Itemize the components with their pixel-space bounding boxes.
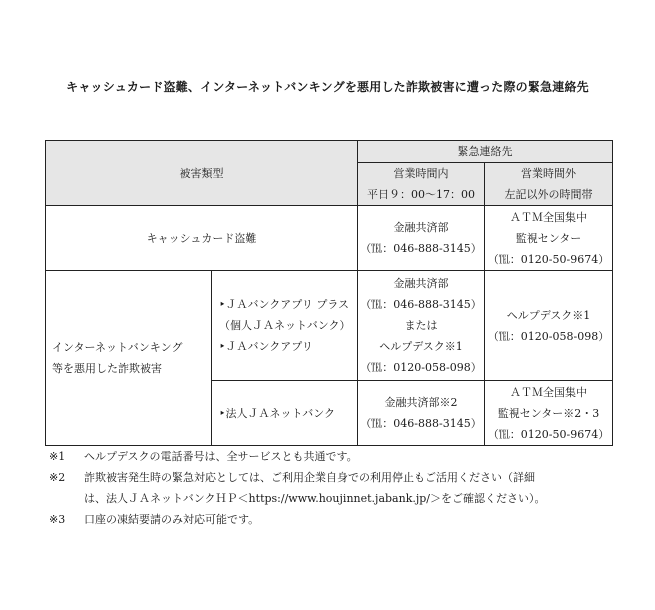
- contact-name: 監視センター※2・3: [497, 406, 600, 420]
- business-hours-title: 営業時間内: [393, 167, 449, 180]
- after-hours-title: 営業時間外: [521, 167, 576, 180]
- contact-name: 金融共済部: [393, 277, 449, 290]
- contact-name: ＡＴＭ全国集中: [510, 385, 587, 399]
- damage-type-card-theft: キャッシュカード盗難: [46, 206, 358, 271]
- damage-type-internet-banking: [46, 271, 212, 446]
- contact-name: 監視センター: [515, 231, 582, 245]
- contact-phone: （℡：046-888-3145）: [360, 298, 482, 311]
- damage-type-line: インターネットバンキング: [52, 341, 183, 354]
- header-damage-type: 被害類型: [46, 141, 358, 206]
- footnote-text: ヘルプデスクの電話番号は、全サービスとも共通です。: [84, 450, 358, 463]
- header-emergency-contact: 緊急連絡先: [358, 141, 613, 163]
- contact-or: または: [404, 319, 438, 332]
- contact-phone: （℡：0120-058-098）: [360, 361, 482, 374]
- footnote-mark: ※3: [49, 513, 66, 526]
- product-name: ‣ＪＡバンクアプリ: [219, 340, 313, 353]
- table-row: [46, 206, 613, 271]
- contact-phone: （℡：0120-50-9674）: [487, 252, 610, 266]
- contact-phone: （℡：046-888-3145）: [360, 417, 482, 430]
- corporate-in-hours: [358, 381, 485, 446]
- contact-name: ヘルプデスク※1: [379, 340, 463, 353]
- card-theft-in-hours: [358, 206, 485, 271]
- footnote: [49, 467, 629, 509]
- page-title: キャッシュカード盗難、インターネットバンキングを悪用した詐欺被害に遭った際の緊急連絡先: [66, 80, 589, 94]
- product-name: ‣ＪＡバンクアプリ プラス: [219, 298, 349, 311]
- contact-name: 金融共済部※2: [384, 396, 458, 409]
- contact-name: ＡＴＭ全国集中: [510, 210, 587, 224]
- corporate-after-hours: [485, 381, 613, 446]
- personal-after-hours: [485, 271, 613, 381]
- contact-phone: （℡：0120-058-098）: [487, 329, 610, 343]
- footnote: [49, 509, 629, 530]
- footnote: [49, 446, 629, 467]
- footnote-mark: ※1: [49, 450, 66, 463]
- footnotes: [49, 446, 629, 530]
- business-hours-detail: 平日９：00～17：00: [367, 188, 475, 201]
- footnote-text: 詐欺被害発生時の緊急対応としては、ご利用企業自身での利用停止もご活用ください（詳細: [84, 471, 535, 484]
- header-after-hours: [485, 163, 613, 206]
- product-name: （個人ＪＡネットバンク）: [219, 319, 351, 332]
- table-row: [46, 271, 613, 381]
- header-business-hours: [358, 163, 485, 206]
- footnote-text: 口座の凍結要請のみ対応可能です。: [84, 513, 260, 526]
- emergency-contact-table: [45, 140, 613, 446]
- card-theft-after-hours: [485, 206, 613, 271]
- contact-name: 金融共済部: [393, 221, 449, 234]
- personal-in-hours: [358, 271, 485, 381]
- damage-type-line: 等を悪用した詐欺被害: [52, 362, 162, 375]
- contact-phone: （℡：046-888-3145）: [360, 242, 482, 255]
- contact-name: ヘルプデスク※1: [506, 308, 591, 322]
- footnote-text: は、法人ＪＡネットバンクＨＰ＜https://www.houjinnet.jabank.jp/＞をご確認ください）。: [84, 492, 546, 505]
- footnote-mark: ※2: [49, 471, 66, 484]
- personal-products: [212, 271, 358, 381]
- after-hours-detail: 左記以外の時間帯: [504, 188, 593, 201]
- contact-phone: （℡：0120-50-9674）: [487, 427, 610, 441]
- corporate-product: ‣法人ＪＡネットバンク: [212, 381, 358, 446]
